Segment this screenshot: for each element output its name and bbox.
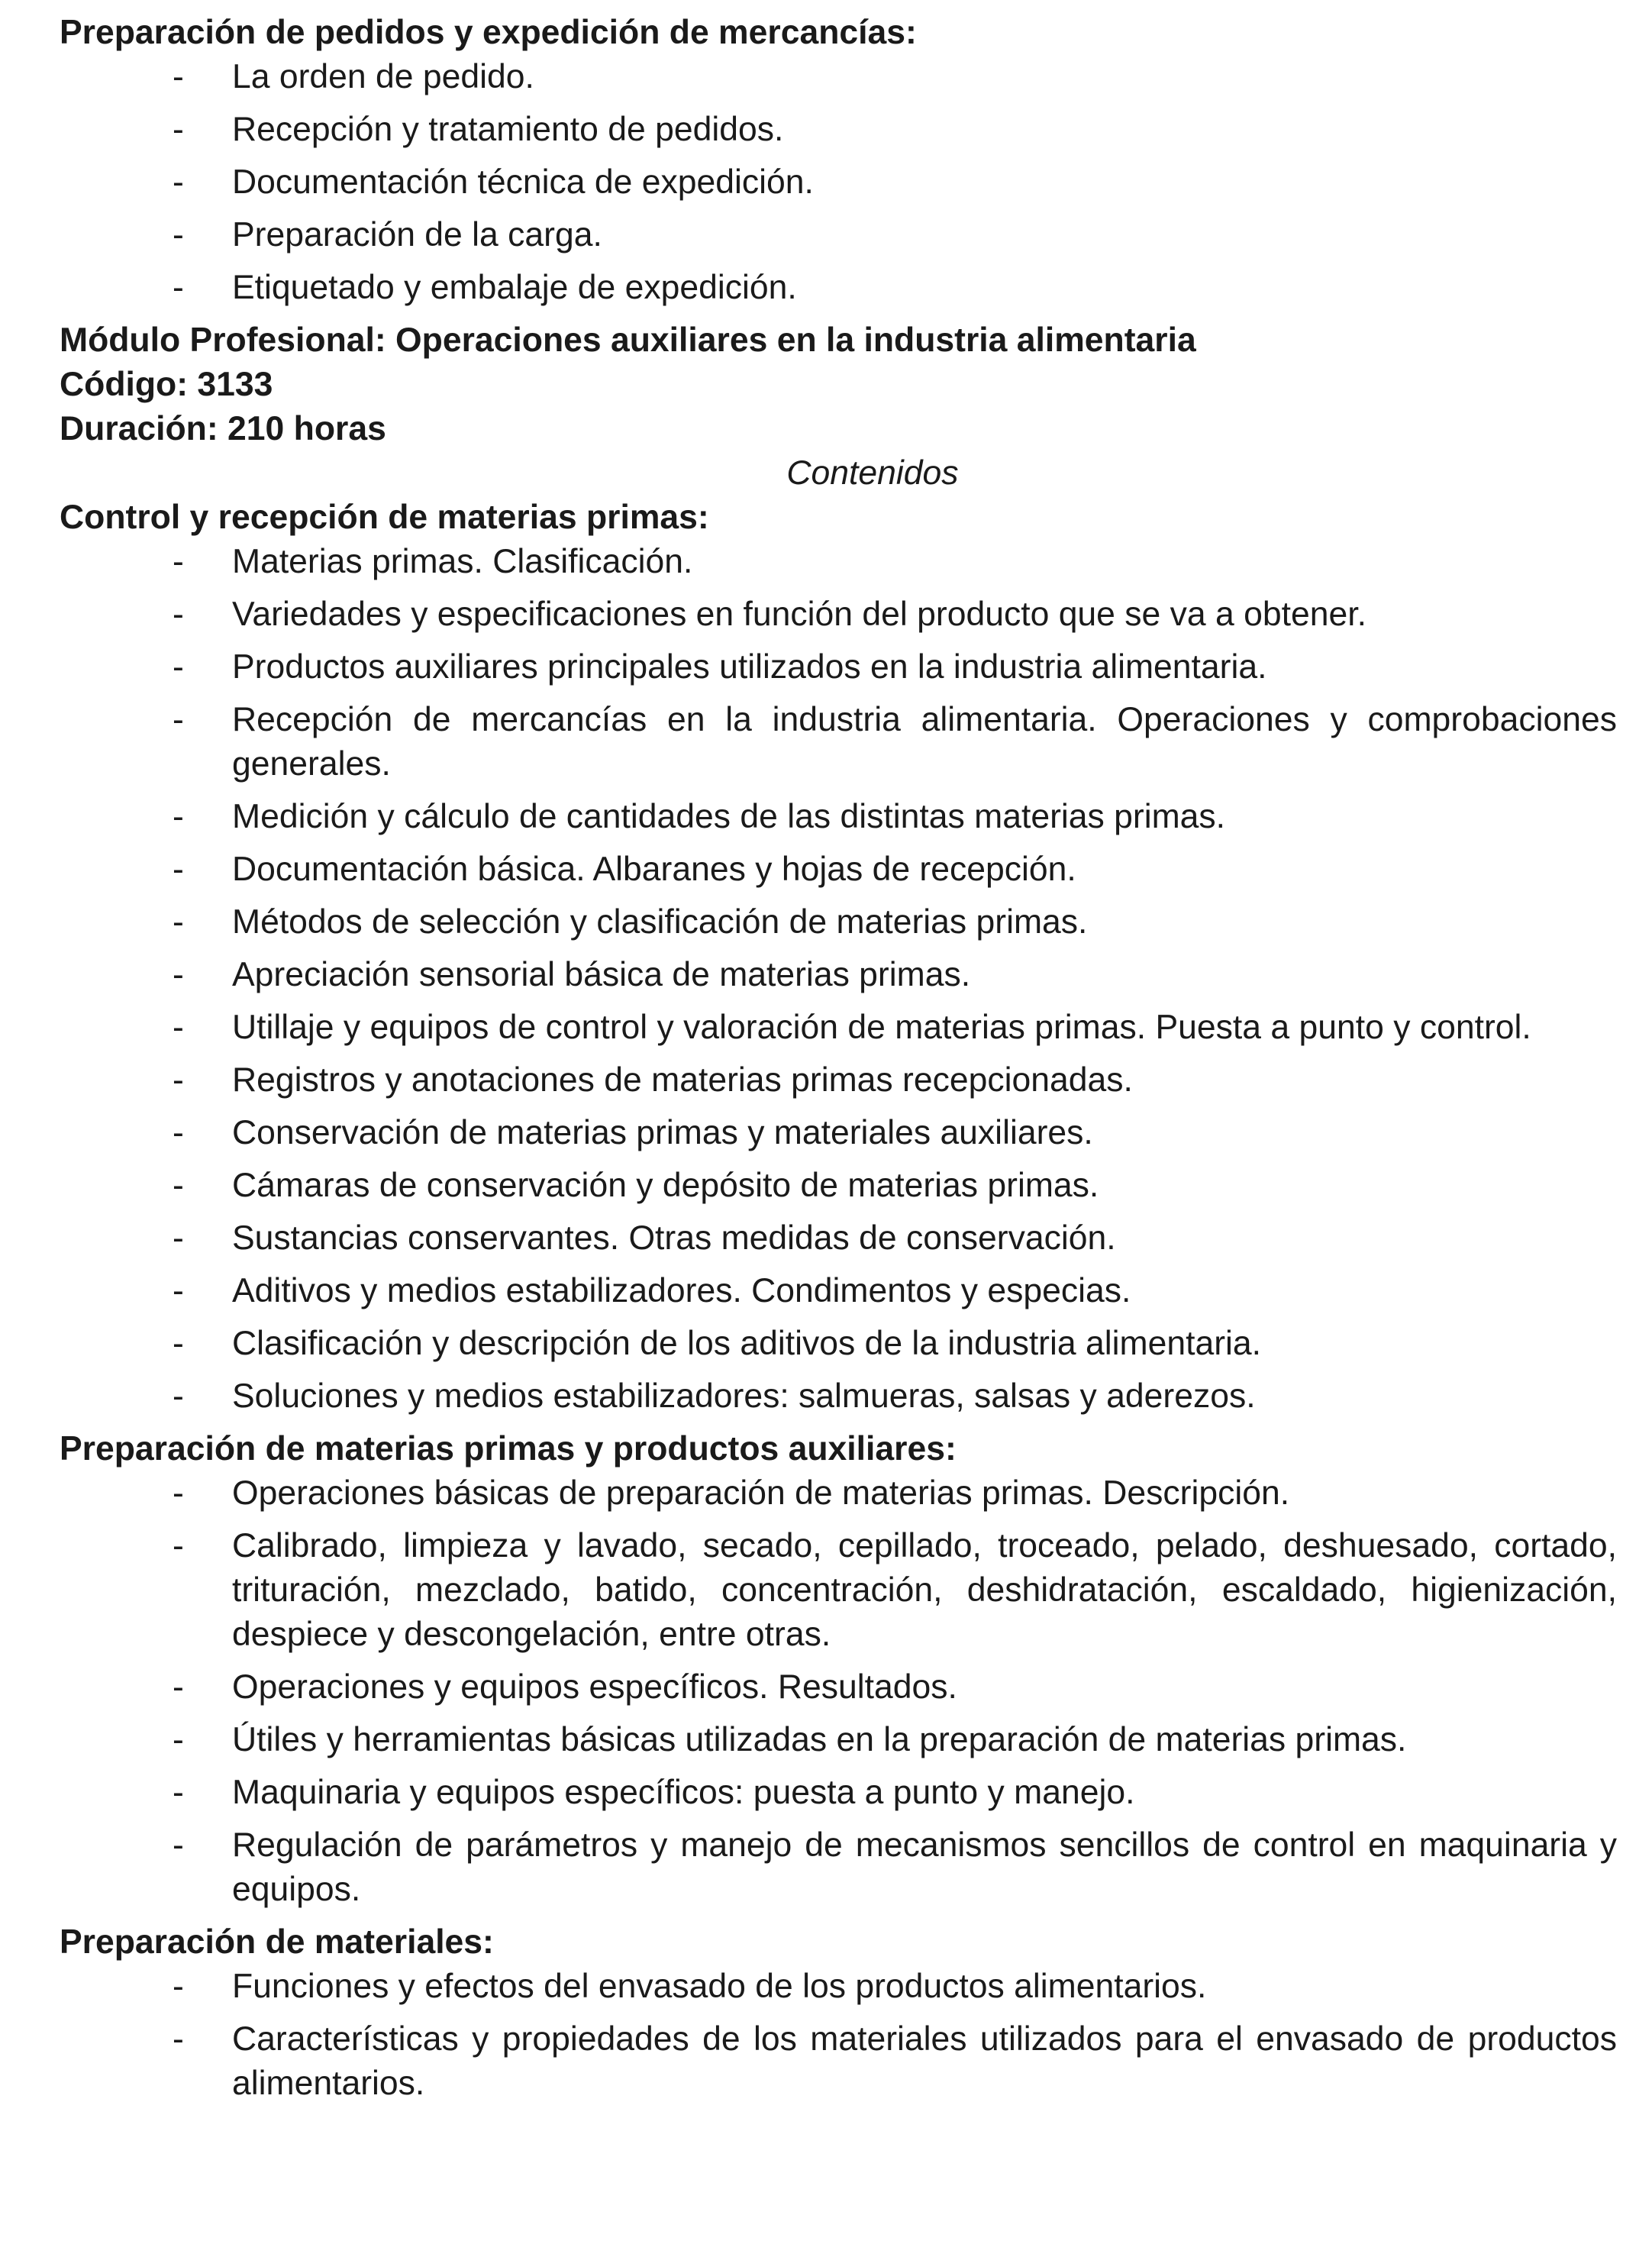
module-title: Módulo Profesional: Operaciones auxiliares en la industria alimentaria xyxy=(60,321,1196,359)
bullet-dash: - xyxy=(173,798,184,835)
list-item-text: Registros y anotaciones de materias primas recepcionadas. xyxy=(232,1061,1133,1099)
list-materials xyxy=(60,1965,1617,2106)
list-item xyxy=(60,1823,1617,1912)
section-heading-materials: Preparación de materiales: xyxy=(60,1923,494,1961)
list-item-text: Productos auxiliares principales utilizados en la industria alimentaria. xyxy=(232,648,1267,686)
list-item xyxy=(60,1374,1617,1419)
bullet-dash: - xyxy=(173,163,184,201)
list-item-text: Apreciación sensorial básica de materias primas. xyxy=(232,956,971,993)
list-item xyxy=(60,1164,1617,1208)
list-preparation xyxy=(60,1471,1617,1912)
list-item-text: Materias primas. Clasificación. xyxy=(232,543,693,580)
list-item-text: Utillaje y equipos de control y valoración de materias primas. Puesta a punto y control. xyxy=(232,1009,1531,1046)
module-duration: Duración: 210 horas xyxy=(60,410,386,447)
list-item-text: Métodos de selección y clasificación de materias primas. xyxy=(232,903,1088,941)
list-item-text: Documentación técnica de expedición. xyxy=(232,163,814,201)
list-pedidos xyxy=(60,55,1617,310)
list-item-text: Conservación de materias primas y materiales auxiliares. xyxy=(232,1114,1093,1151)
list-item-text: La orden de pedido. xyxy=(232,58,534,95)
bullet-dash: - xyxy=(173,2020,184,2058)
bullet-dash: - xyxy=(173,543,184,580)
list-item-text: Cámaras de conservación y depósito de materias primas. xyxy=(232,1167,1099,1204)
list-item-text: Etiquetado y embalaje de expedición. xyxy=(232,269,797,306)
list-item-text: Variedades y especificaciones en función del producto que se va a obtener. xyxy=(232,596,1366,633)
section-heading-preparation: Preparación de materias primas y productos auxiliares: xyxy=(60,1430,957,1468)
list-item-text: Útiles y herramientas básicas utilizadas en la preparación de materias primas. xyxy=(232,1721,1407,1758)
bullet-dash: - xyxy=(173,216,184,253)
bullet-dash: - xyxy=(173,1668,184,1706)
list-item xyxy=(60,540,1617,584)
list-item xyxy=(60,593,1617,637)
list-item xyxy=(60,645,1617,689)
document-page xyxy=(60,11,1617,2114)
list-item xyxy=(60,1216,1617,1261)
bullet-dash: - xyxy=(173,701,184,738)
section-heading-control: Control y recepción de materias primas: xyxy=(60,499,709,536)
list-item xyxy=(60,1322,1617,1366)
bullet-dash: - xyxy=(173,1527,184,1564)
bullet-dash: - xyxy=(173,956,184,993)
bullet-dash: - xyxy=(173,1114,184,1151)
bullet-dash: - xyxy=(173,269,184,306)
list-item xyxy=(60,848,1617,892)
list-control xyxy=(60,540,1617,1419)
list-item xyxy=(60,55,1617,99)
list-item-text: Calibrado, limpieza y lavado, secado, cepillado, troceado, pelado, deshuesado, cortado, trituración, mezclado, batido, concentración, deshidratación, escaldado, higienización, despiece y descongelación, entre otras. xyxy=(232,1527,1617,1653)
module-code: Código: 3133 xyxy=(60,366,273,403)
list-item-text: Operaciones y equipos específicos. Resultados. xyxy=(232,1668,957,1706)
list-item xyxy=(60,1718,1617,1762)
list-item-text: Sustancias conservantes. Otras medidas de conservación. xyxy=(232,1219,1116,1257)
list-item-text: Documentación básica. Albaranes y hojas de recepción. xyxy=(232,851,1076,888)
bullet-dash: - xyxy=(173,1167,184,1204)
section-heading-pedidos: Preparación de pedidos y expedición de mercancías: xyxy=(60,14,917,51)
list-item xyxy=(60,1965,1617,2009)
list-item-text: Clasificación y descripción de los aditivos de la industria alimentaria. xyxy=(232,1325,1262,1362)
list-item-text: Operaciones básicas de preparación de materias primas. Descripción. xyxy=(232,1474,1290,1512)
list-item xyxy=(60,1269,1617,1313)
bullet-dash: - xyxy=(173,648,184,686)
list-item xyxy=(60,108,1617,152)
bullet-dash: - xyxy=(173,58,184,95)
list-item-text: Funciones y efectos del envasado de los productos alimentarios. xyxy=(232,1968,1207,2005)
contents-label: Contenidos xyxy=(786,454,959,492)
list-item xyxy=(60,213,1617,257)
bullet-dash: - xyxy=(173,1325,184,1362)
list-item-text: Recepción de mercancías en la industria alimentaria. Operaciones y comprobaciones generales. xyxy=(232,701,1617,783)
bullet-dash: - xyxy=(173,111,184,148)
list-item xyxy=(60,698,1617,786)
list-item-text: Características y propiedades de los materiales utilizados para el envasado de productos alimentarios. xyxy=(232,2020,1617,2102)
bullet-dash: - xyxy=(173,596,184,633)
list-item xyxy=(60,160,1617,205)
bullet-dash: - xyxy=(173,1009,184,1046)
list-item xyxy=(60,1665,1617,1710)
bullet-dash: - xyxy=(173,1377,184,1415)
bullet-dash: - xyxy=(173,903,184,941)
list-item-text: Maquinaria y equipos específicos: puesta a punto y manejo. xyxy=(232,1774,1135,1811)
list-item xyxy=(60,1771,1617,1815)
list-item xyxy=(60,1006,1617,1050)
list-item xyxy=(60,795,1617,839)
bullet-dash: - xyxy=(173,1272,184,1309)
list-item-text: Preparación de la carga. xyxy=(232,216,602,253)
list-item-text: Medición y cálculo de cantidades de las distintas materias primas. xyxy=(232,798,1226,835)
list-item-text: Soluciones y medios estabilizadores: salmueras, salsas y aderezos. xyxy=(232,1377,1256,1415)
bullet-dash: - xyxy=(173,1826,184,1864)
list-item xyxy=(60,1058,1617,1103)
bullet-dash: - xyxy=(173,1061,184,1099)
bullet-dash: - xyxy=(173,1774,184,1811)
list-item xyxy=(60,1524,1617,1657)
list-item-text: Regulación de parámetros y manejo de mecanismos sencillos de control en maquinaria y equipos. xyxy=(232,1826,1617,1908)
list-item xyxy=(60,266,1617,310)
list-item-text: Recepción y tratamiento de pedidos. xyxy=(232,111,784,148)
bullet-dash: - xyxy=(173,851,184,888)
list-item xyxy=(60,953,1617,997)
bullet-dash: - xyxy=(173,1968,184,2005)
list-item xyxy=(60,900,1617,944)
bullet-dash: - xyxy=(173,1721,184,1758)
list-item xyxy=(60,2017,1617,2106)
list-item xyxy=(60,1111,1617,1155)
list-item xyxy=(60,1471,1617,1516)
bullet-dash: - xyxy=(173,1219,184,1257)
bullet-dash: - xyxy=(173,1474,184,1512)
list-item-text: Aditivos y medios estabilizadores. Condimentos y especias. xyxy=(232,1272,1131,1309)
